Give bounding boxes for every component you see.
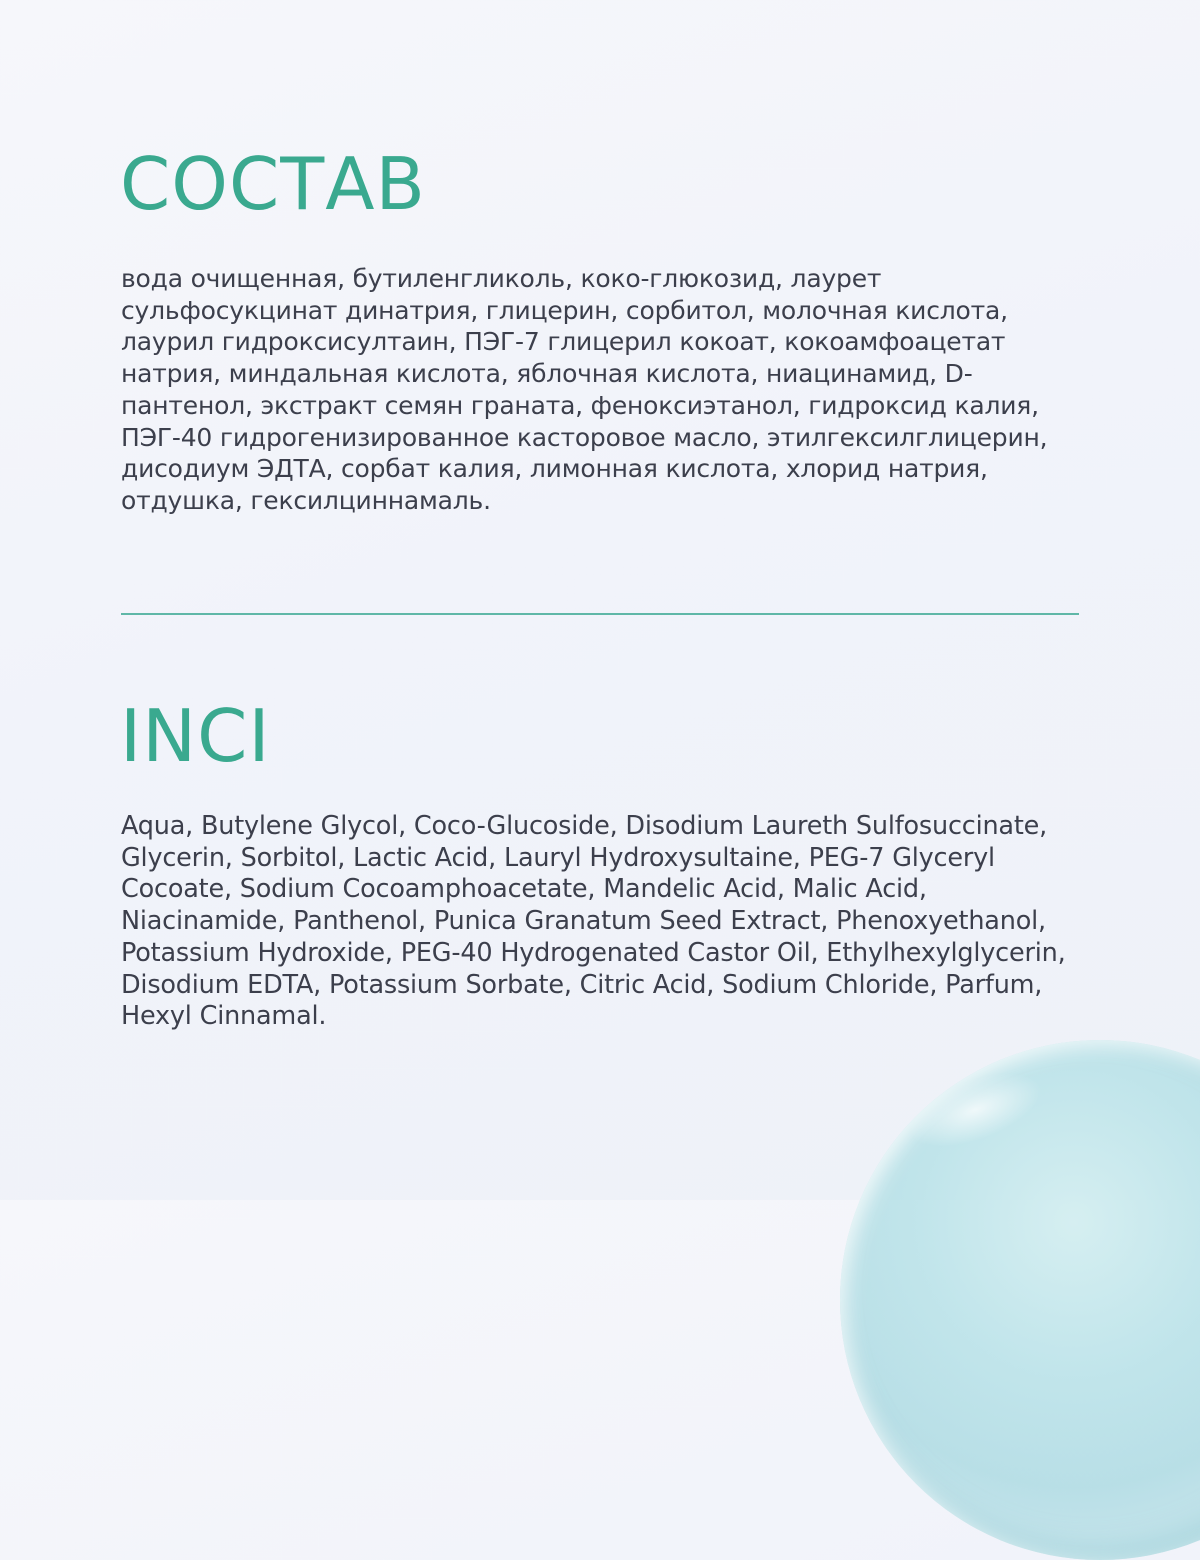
inci-title: INCI <box>120 694 271 778</box>
sostav-title: СОСТАВ <box>120 142 426 226</box>
section-divider <box>121 613 1079 615</box>
inci-text: Aqua, Butylene Glycol, Coco-Glucoside, Disodium Laureth Sulfosuccinate, Glycerin, Sorbitol, Lactic Acid, Lauryl Hydroxysultaine, PEG-7 Glyceryl Cocoate, Sodium Cocoamphoacetate, Mandelic Acid, Malic Acid, Niacinamide, Panthenol, Punica Granatum Seed Extract, Phenoxyethanol, Potassium Hydroxide, PEG-40 Hydrogenated Castor Oil, Ethylhexylglycerin, Disodium EDTA, Potassium Sorbate, Citric Acid, Sodium Chloride, Parfum, Hexyl Cinnamal. <box>121 811 1066 1032</box>
sostav-text: вода очищенная, бутиленгликоль, коко-глюкозид, лаурет сульфосукцинат динатрия, глицерин, сорбитол, молочная кислота, лаурил гидроксисултаин, ПЭГ-7 глицерил кокоат, кокоамфоацетат натрия, миндальная кислота, яблочная кислота, ниацинамид, D-пантенол, экстракт семян граната, феноксиэтанол, гидроксид калия, ПЭГ-40 гидрогенизированное касторовое масло, этилгексилглицерин, дисодиум ЭДТА, сорбат калия, лимонная кислота, хлорид натрия, отдушка, гексилциннамаль. <box>121 264 1048 515</box>
